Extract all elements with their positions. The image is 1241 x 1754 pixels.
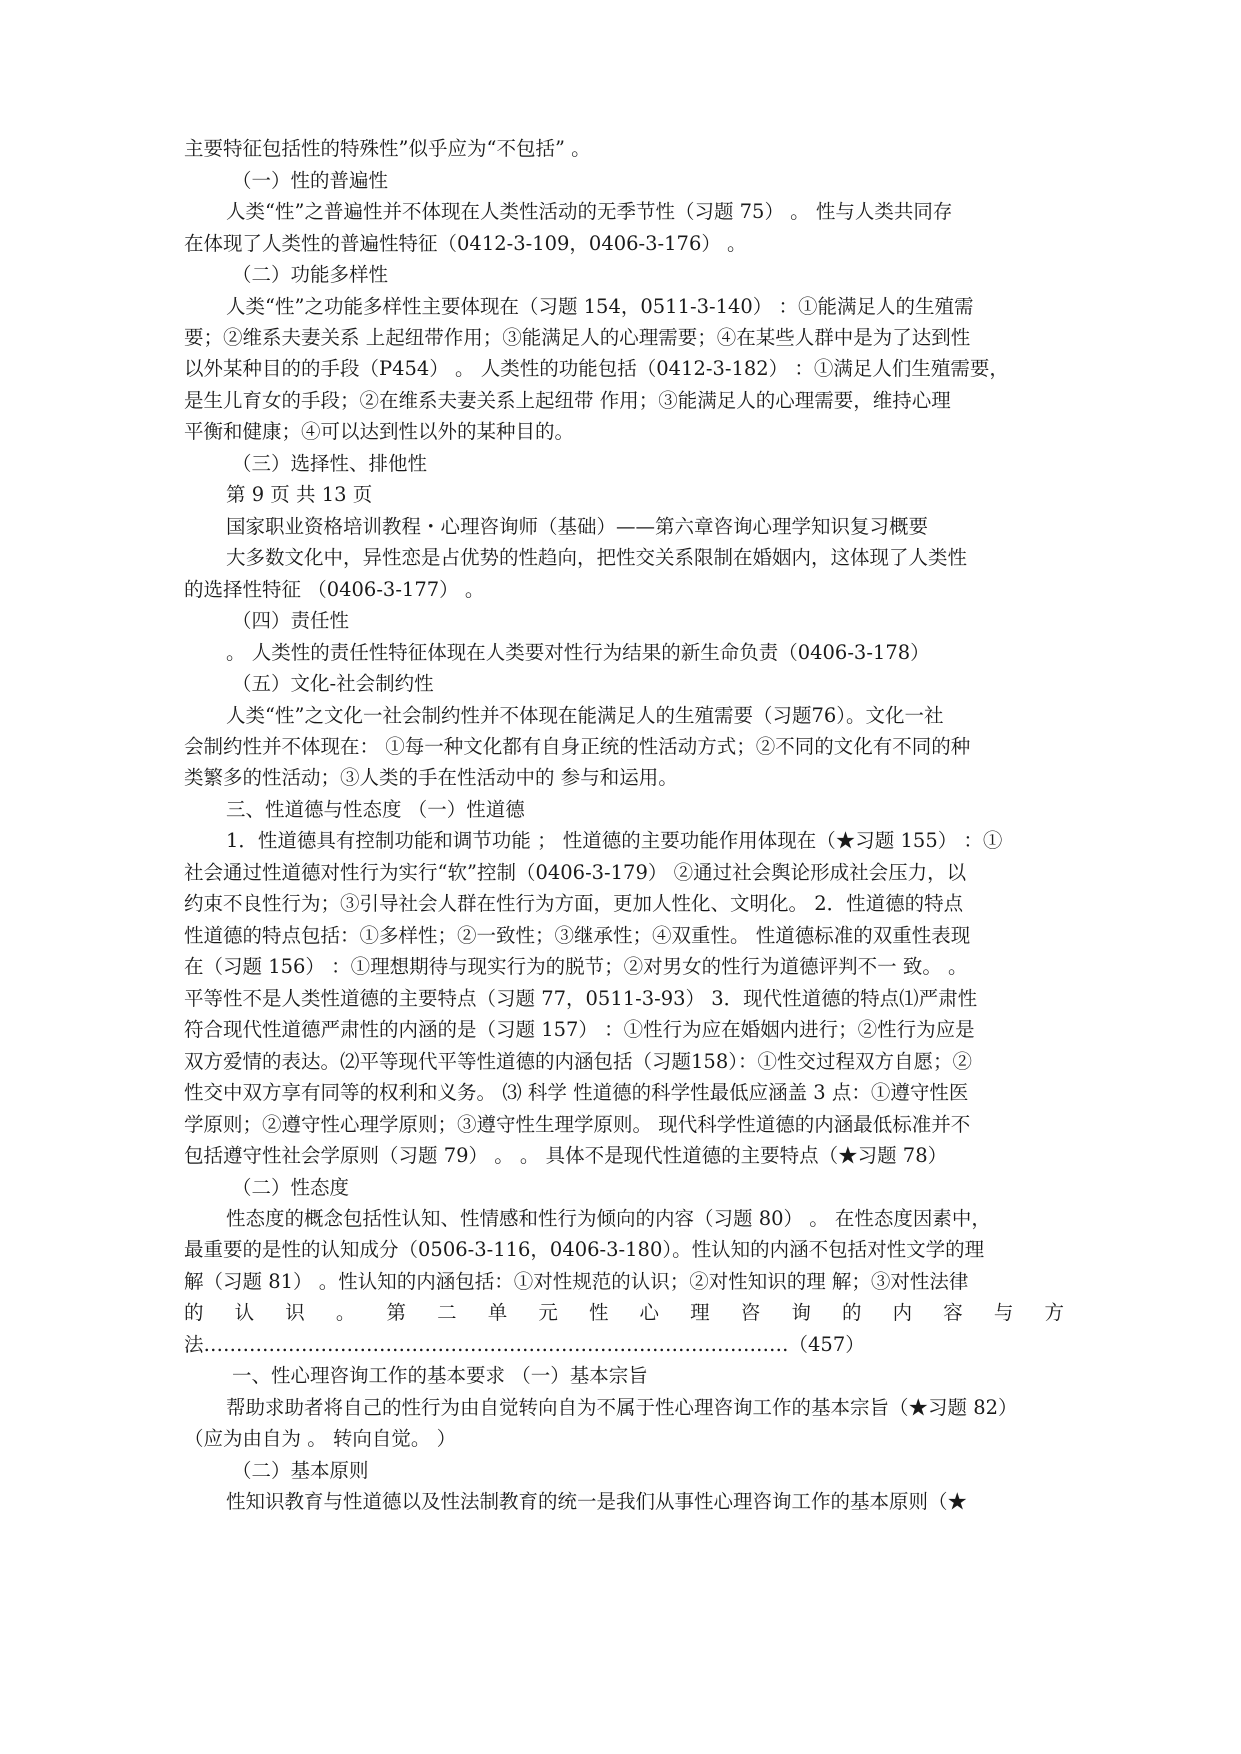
text-line: 性道德的特点包括：①多样性；②一致性；③继承性；④双重性。 性道德标准的双重性表现 bbox=[184, 924, 971, 947]
text-line: 人类“性”之文化一社会制约性并不体现在能满足人的生殖需要（习题76）。文化一社 bbox=[226, 704, 944, 727]
section-heading: 一、性心理咨询工作的基本要求 （一）基本宗旨 bbox=[232, 1364, 648, 1387]
page-number: 第 9 页 共 13 页 bbox=[226, 483, 373, 506]
text-line: 的 认 识 。 第 二 单 元 性 心 理 咨 询 的 内 容 与 方 bbox=[184, 1301, 1064, 1324]
text-line: 。 人类性的责任性特征体现在人类要对性行为结果的新生命负责（0406-3-178） bbox=[226, 641, 930, 664]
text-line: 是生儿育女的手段；②在维系夫妻关系上起纽带 作用；③能满足人的心理需要，维持心理 bbox=[184, 389, 951, 412]
text-line: 社会通过性道德对性行为实行“软”控制（0406-3-179） ②通过社会舆论形成社会压力，以 bbox=[184, 861, 967, 884]
text-line: 在体现了人类性的普遍性特征（0412-3-109，0406-3-176） 。 bbox=[184, 232, 747, 255]
section-heading: （三）选择性、排他性 bbox=[232, 452, 428, 475]
text-line: （应为由自为 。 转向自觉。 ） bbox=[184, 1427, 457, 1450]
text-line: 性态度的概念包括性认知、性情感和性行为倾向的内容（习题 80） 。 在性态度因素中， bbox=[226, 1207, 991, 1230]
section-heading: 三、性道德与性态度 （一）性道德 bbox=[226, 798, 525, 821]
text-line: 法………………………………………………………………………………（457） bbox=[184, 1333, 865, 1356]
section-heading: （二）性态度 bbox=[232, 1176, 350, 1199]
text-line: 平衡和健康；④可以达到性以外的某种目的。 bbox=[184, 420, 575, 443]
text-line: 人类“性”之功能多样性主要体现在（习题 154，0511-3-140） ：①能满足人的生殖需 bbox=[226, 295, 974, 318]
text-line: 以外某种目的的手段（P454） 。 人类性的功能包括（0412-3-182） ：①满足人们生殖需要， bbox=[184, 357, 1009, 380]
text-line: 人类“性”之普遍性并不体现在人类性活动的无季节性（习题 75） 。 性与人类共同存 bbox=[226, 200, 953, 223]
section-heading: （四）责任性 bbox=[232, 609, 350, 632]
text-line: 学原则；②遵守性心理学原则；③遵守性生理学原则。 现代科学性道德的内涵最低标准并不 bbox=[184, 1113, 971, 1136]
text-line: 约束不良性行为；③引导社会人群在性行为方面，更加人性化、文明化。 2．性道德的特点 bbox=[184, 892, 964, 915]
section-heading: （二）基本原则 bbox=[232, 1459, 369, 1482]
text-line: 平等性不是人类性道德的主要特点（习题 77，0511-3-93） 3．现代性道德的特点⑴严肃性 bbox=[184, 987, 978, 1010]
section-heading: （二）功能多样性 bbox=[232, 263, 389, 286]
text-line: 帮助求助者将自己的性行为由自觉转向自为不属于性心理咨询工作的基本宗旨（★习题 82） bbox=[226, 1396, 1018, 1419]
text-line: 在（习题 156） ：①理想期待与现实行为的脱节；②对男女的性行为道德评判不一 致。 。 bbox=[184, 955, 968, 978]
section-heading: （五）文化-社会制约性 bbox=[232, 672, 434, 695]
text-line: 最重要的是性的认知成分（0506-3-116，0406-3-180）。性认知的内涵不包括对性文学的理 bbox=[184, 1238, 985, 1261]
text-line: 性知识教育与性道德以及性法制教育的统一是我们从事性心理咨询工作的基本原则（★ bbox=[226, 1490, 968, 1513]
text-line: 类繁多的性活动；③人类的手在性活动中的 参与和运用。 bbox=[184, 766, 678, 789]
text-line: 包括遵守性社会学原则（习题 79） 。 。 具体不是现代性道德的主要特点（★习题 78） bbox=[184, 1144, 948, 1167]
text-line: 解（习题 81） 。性认知的内涵包括：①对性规范的认识；②对性知识的理 解；③对性法律 bbox=[184, 1270, 969, 1293]
text-line: 双方爱情的表达。⑵平等现代平等性道德的内涵包括（习题158）：①性交过程双方自愿；② bbox=[184, 1050, 972, 1073]
text-line: 大多数文化中，异性恋是占优势的性趋向，把性交关系限制在婚姻内，这体现了人类性 bbox=[226, 546, 968, 569]
text-line: 性交中双方享有同等的权利和义务。 ⑶ 科学 性道德的科学性最低应涵盖 3 点：①遵守性医 bbox=[184, 1081, 969, 1104]
text-line: 会制约性并不体现在： ①每一种文化都有自身正统的性活动方式；②不同的文化有不同的种 bbox=[184, 735, 971, 758]
text-line: 主要特征包括性的特殊性”似乎应为“不包括” 。 bbox=[184, 137, 591, 160]
running-header: 国家职业资格培训教程・心理咨询师（基础）——第六章咨询心理学知识复习概要 bbox=[226, 515, 929, 538]
text-line: 的选择性特征 （0406-3-177） 。 bbox=[184, 578, 485, 601]
section-heading: （一）性的普遍性 bbox=[232, 169, 389, 192]
text-line: 符合现代性道德严肃性的内涵的是（习题 157） ：①性行为应在婚姻内进行；②性行为应是 bbox=[184, 1018, 975, 1041]
text-line: 要；②维系夫妻关系 上起纽带作用；③能满足人的心理需要；④在某些人群中是为了达到性 bbox=[184, 326, 971, 349]
text-line: 1．性道德具有控制功能和调节功能 ； 性道德的主要功能作用体现在（★习题 155） ：① bbox=[226, 829, 1003, 852]
